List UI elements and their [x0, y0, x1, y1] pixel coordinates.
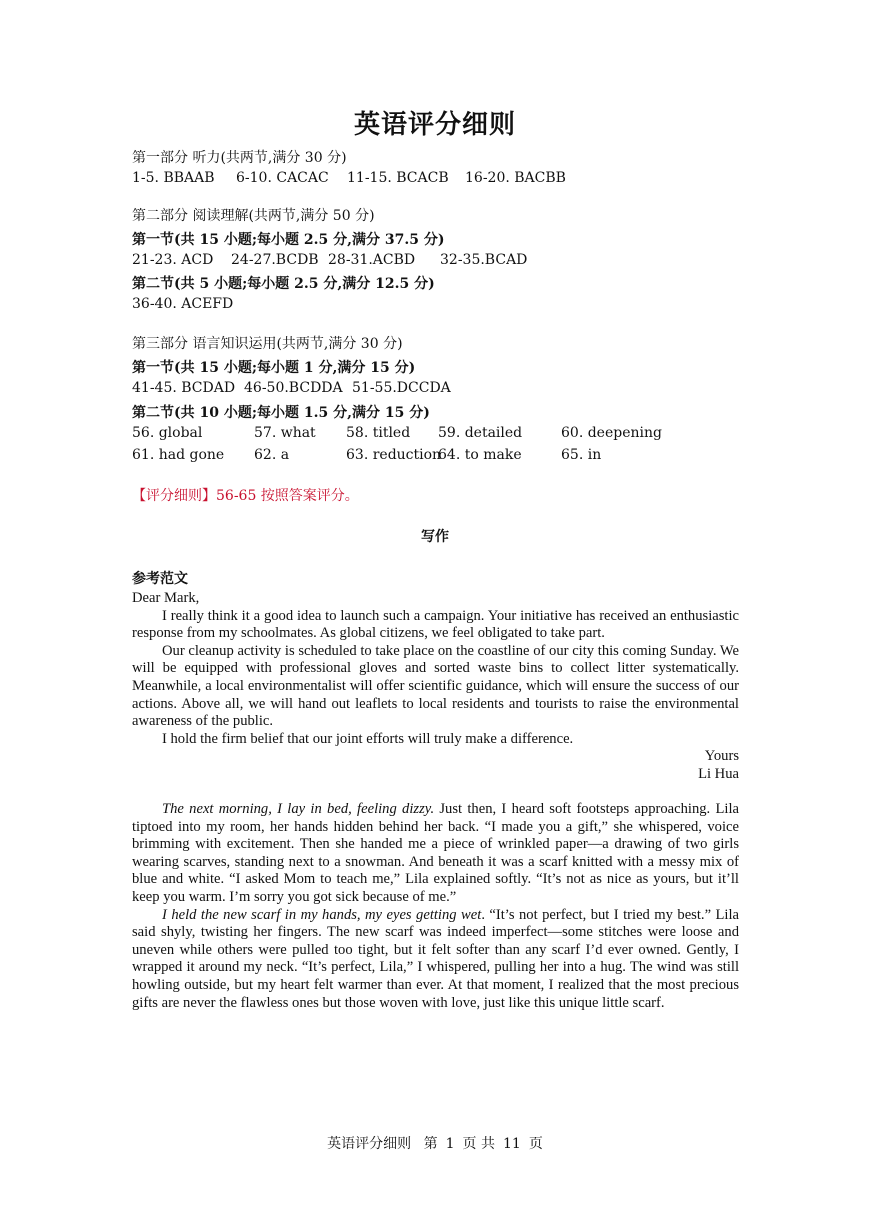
answer-group: 32-35.BCAD: [440, 252, 528, 268]
sample-letter: [132, 590, 739, 784]
answer-group: 28-31.ACBD: [328, 252, 416, 268]
letter-paragraph: I really think it a good idea to launch such a campaign. Your initiative has received an enthusiastic response from my schoolmates. As global citizens, we feel obligated to take part.: [132, 607, 739, 642]
letter-paragraph: Our cleanup activity is scheduled to take place on the coastline of our city this coming Sunday. We will be equipped with professional gloves and sorted waste bins to collect litter systematically. Meanwhile, a local environmentalist will offer scientific guidance, which will ensure the success of our actions. Above all, we will hand out leaflets to local residents and tourists to raise the environmental awareness of the public.: [132, 642, 739, 730]
answer-group: 51-55.DCCDA: [352, 380, 451, 396]
answer-group: 16-20. BACBB: [465, 170, 566, 186]
footer-page-suffix: 页: [528, 1136, 543, 1152]
part3-heading: 第三部分 语言知识运用(共两节,满分 30 分): [132, 336, 403, 352]
page-footer: [0, 1133, 870, 1153]
letter-greeting: Dear Mark,: [132, 590, 200, 606]
answer-group: 46-50.BCDDA: [244, 380, 343, 396]
answer-item: 58. titled: [346, 425, 411, 441]
grading-note: 【评分细则】56-65 按照答案评分。: [132, 488, 359, 504]
continuation-paragraph: [132, 907, 739, 1013]
answer-group: 1-5. BBAAB: [132, 170, 215, 186]
answer-item: 59. detailed: [438, 425, 523, 441]
answer-item: 57. what: [254, 425, 316, 441]
answer-group: 24-27.BCDB: [231, 252, 319, 268]
part2-section2-answers: 36-40. ACEFD: [132, 296, 234, 312]
footer-page-total: 11: [503, 1136, 521, 1152]
footer-page-number: 1: [445, 1136, 455, 1152]
paragraph-text: Just then, I heard soft footsteps approaching. Lila tiptoed into my room, her hands hidden behind her back. “I made you a gift,” she whispered, voice brimming with excitement. Then she handed me a piece of wrinkled paper—a drawing of two girls wearing scarves, standing next to a snowman. And beneath it was a scarf knitted with a messy mix of blue and white. “I asked Mom to teach me,” Lila explained softly. “It’s not as nice as yours, but it’ll keep you warm. I’m sorry you got sick because of me.”: [132, 801, 739, 905]
footer-page-prefix: 第: [423, 1136, 438, 1152]
given-opening-sentence: I held the new scarf in my hands, my eyes getting wet: [162, 906, 482, 923]
answer-item: 62. a: [254, 447, 290, 463]
answer-item: 64. to make: [438, 447, 522, 463]
answer-group: 41-45. BCDAD: [132, 380, 236, 396]
sample-essay-label: 参考范文: [132, 571, 188, 587]
letter-paragraph: I hold the firm belief that our joint efforts will truly make a difference.: [162, 730, 574, 747]
part3-section1-heading: 第一节(共 15 小题;每小题 1 分,满分 15 分): [132, 360, 416, 376]
footer-page-mid: 页 共: [462, 1136, 495, 1152]
part2-section2-heading: 第二节(共 5 小题;每小题 2.5 分,满分 12.5 分): [132, 276, 435, 292]
paragraph-text: . “It’s not perfect, but I tried my best.” Lila said shyly, twisting her fingers. The new scarf was indeed imperfect—some stitches were loose and uneven while others were pulled too tight, but it felt softer than any scarf I’d ever owned. Gently, I wrapped it around my neck. “It’s perfect, Lila,” I whispered, pulling her into a hug. The wind was still howling outside, but my heart felt warmer than ever. At that moment, I realized that the most precious gifts are never the flawless ones but those woven with love, just like this unique little scarf.: [132, 906, 739, 1011]
answer-item: 60. deepening: [561, 425, 662, 441]
answer-item: 63. reduction: [346, 447, 442, 463]
answer-item: 61. had gone: [132, 447, 225, 463]
page-title: 英语评分细则: [353, 110, 516, 140]
continuation-writing: [132, 801, 739, 1012]
part2-section1-heading: 第一节(共 15 小题;每小题 2.5 分,满分 37.5 分): [132, 232, 445, 248]
part2-heading: 第二部分 阅读理解(共两节,满分 50 分): [132, 208, 375, 224]
part3-section2-heading: 第二节(共 10 小题;每小题 1.5 分,满分 15 分): [132, 405, 430, 421]
continuation-paragraph: [132, 801, 739, 907]
letter-signature: Li Hua: [698, 765, 739, 782]
answer-item: 65. in: [561, 447, 602, 463]
part1-heading: 第一部分 听力(共两节,满分 30 分): [132, 150, 347, 166]
letter-closing: Yours: [704, 748, 739, 765]
answer-item: 56. global: [132, 425, 203, 441]
given-opening-sentence: The next morning, I lay in bed, feeling dizzy.: [162, 801, 435, 817]
answer-group: 11-15. BCACB: [347, 170, 449, 186]
footer-doc-title: 英语评分细则: [327, 1136, 412, 1152]
writing-heading: 写作: [421, 529, 449, 545]
answer-group: 6-10. CACAC: [236, 170, 329, 186]
answer-group: 21-23. ACD: [132, 252, 214, 268]
